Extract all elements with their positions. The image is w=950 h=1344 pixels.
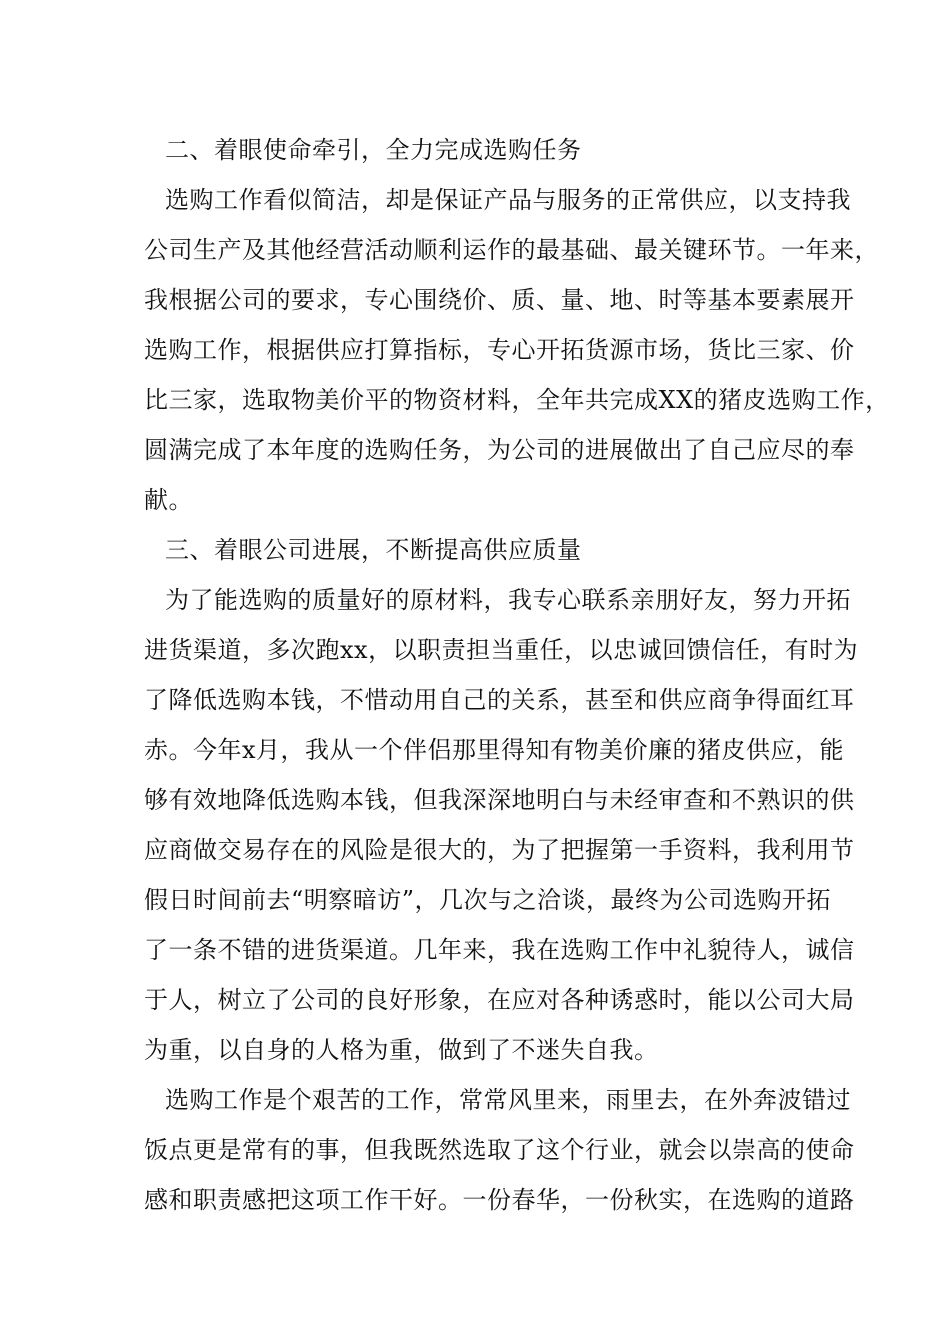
paragraph-line: 够有效地降低选购本钱，但我深深地明白与未经审查和不熟识的供 [144, 786, 855, 814]
paragraph-line: 比三家，选取物美价平的物资材料，全年共完成XX的猪皮选购工作， [144, 386, 890, 414]
paragraph-line: 应商做交易存在的风险是很大的，为了把握第一手资料，我利用节 [144, 836, 855, 864]
paragraph-line: 献。 [144, 486, 193, 514]
paragraph-line: 选购工作，根据供应打算指标，专心开拓货源市场，货比三家、价 [144, 336, 855, 364]
paragraph-line: 为了能选购的质量好的原材料，我专心联系亲朋好友，努力开拓 [165, 586, 851, 614]
paragraph-line: 圆满完成了本年度的选购任务，为公司的进展做出了自己应尽的奉 [144, 436, 855, 464]
section-heading-3: 三、着眼公司进展，不断提高供应质量 [165, 536, 582, 564]
paragraph-line: 假日时间前去“明察暗访”，几次与之洽谈，最终为公司选购开拓 [144, 886, 832, 914]
paragraph-line: 为重，以自身的人格为重，做到了不迷失自我。 [144, 1036, 659, 1064]
section-heading-2: 二、着眼使命牵引，全力完成选购任务 [165, 136, 582, 164]
paragraph-line: 于人，树立了公司的良好形象，在应对各种诱惑时，能以公司大局 [144, 986, 855, 1014]
paragraph-line: 进货渠道，多次跑xx，以职责担当重任，以忠诚回馈信任，有时为 [144, 636, 859, 664]
paragraph-line: 选购工作是个艰苦的工作，常常风里来，雨里去，在外奔波错过 [165, 1086, 851, 1114]
paragraph-line: 赤。今年x月，我从一个伴侣那里得知有物美价廉的猪皮供应，能 [144, 736, 845, 764]
paragraph-line: 公司生产及其他经营活动顺利运作的最基础、最关键环节。一年来， [144, 236, 879, 264]
paragraph-line: 了降低选购本钱，不惜动用自己的关系，甚至和供应商争得面红耳 [144, 686, 855, 714]
paragraph-line: 感和职责感把这项工作干好。一份春华，一份秋实，在选购的道路 [144, 1186, 855, 1214]
paragraph-line: 了一条不错的进货渠道。几年来，我在选购工作中礼貌待人，诚信 [144, 936, 855, 964]
paragraph-line: 饭点更是常有的事，但我既然选取了这个行业，就会以崇高的使命 [144, 1136, 855, 1164]
paragraph-line: 选购工作看似简洁，却是保证产品与服务的正常供应，以支持我 [165, 186, 851, 214]
paragraph-line: 我根据公司的要求，专心围绕价、质、量、地、时等基本要素展开 [144, 286, 855, 314]
